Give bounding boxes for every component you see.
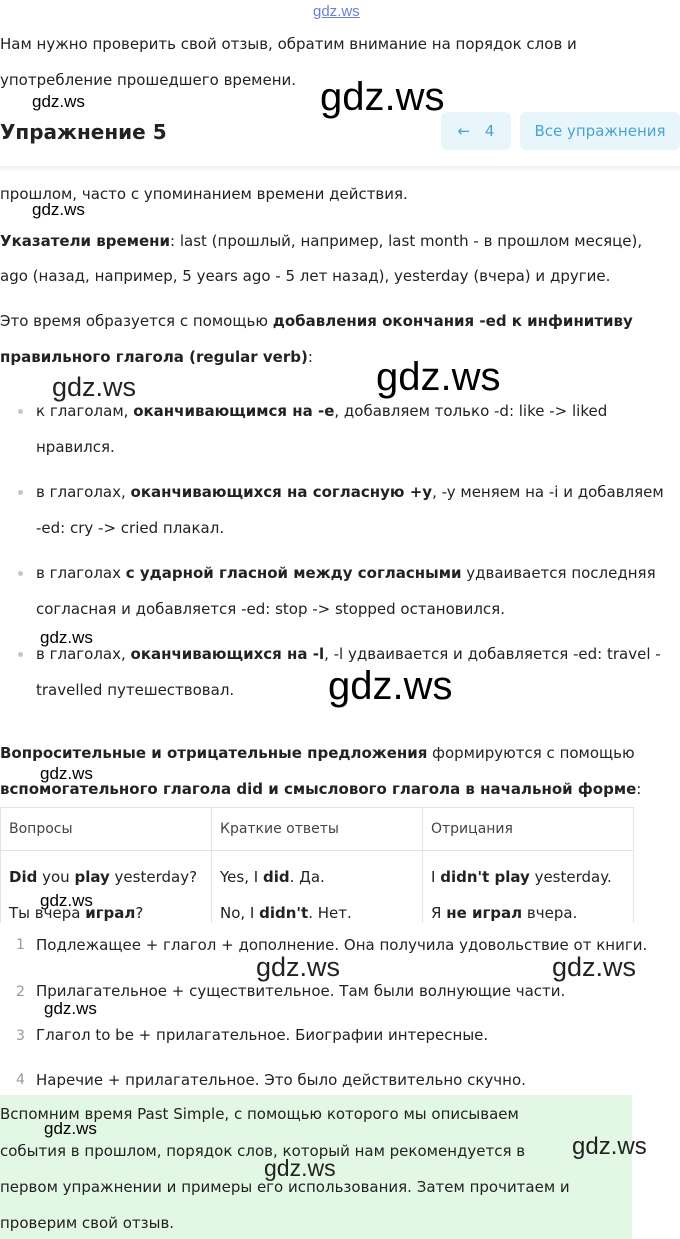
cell-text: . Да. bbox=[289, 868, 325, 886]
cell-text: yesterday? bbox=[109, 868, 198, 886]
rule-bold: оканчивающихся на согласную +y bbox=[130, 483, 433, 501]
bullet-icon bbox=[18, 652, 23, 657]
bullet-icon bbox=[18, 571, 23, 576]
rule-line bbox=[36, 644, 661, 664]
cell-text: you bbox=[37, 868, 75, 886]
cell-text: вчера. bbox=[522, 904, 578, 922]
watermark: gdz.ws bbox=[320, 75, 445, 119]
formation-line-2 bbox=[0, 347, 313, 367]
watermark: gdz.ws bbox=[40, 628, 93, 647]
cell-bold: play bbox=[74, 868, 110, 886]
watermark: gdz.ws bbox=[264, 1155, 336, 1181]
table-cell bbox=[212, 851, 423, 924]
table-cell bbox=[423, 851, 634, 924]
cell-text: Ты вчера bbox=[9, 904, 86, 922]
rule-text: , добавляем только -d: like -> liked bbox=[334, 402, 608, 420]
watermark-top-link[interactable]: gdz.ws bbox=[313, 3, 360, 20]
summary-line: события в прошлом, порядок слов, который нам рекомендуется в bbox=[0, 1142, 526, 1160]
answer-text: Подлежащее + глагол + дополнение. Она получила удовольствие от книги. bbox=[36, 936, 648, 954]
formation-text: Это время образуется с помощью bbox=[0, 312, 273, 330]
rule-line bbox=[36, 563, 656, 583]
rule-text: удваивается последняя bbox=[461, 564, 656, 582]
rule-text: в глаголах bbox=[36, 564, 126, 582]
intro-line-2: употребление прошедшего времени. bbox=[0, 71, 297, 89]
intro-line-1: Нам нужно проверить свой отзыв, обратим внимание на порядок слов и bbox=[0, 35, 577, 53]
rule-bold: оканчивающихся на -l bbox=[130, 645, 325, 663]
watermark: gdz.ws bbox=[52, 372, 137, 402]
table-header: Вопросы bbox=[1, 808, 212, 851]
bullet-icon bbox=[18, 490, 23, 495]
rule-bold: оканчивающимся на -e bbox=[133, 402, 335, 420]
table-cell bbox=[1, 851, 212, 924]
header-shadow bbox=[0, 166, 680, 172]
cell-line-2 bbox=[220, 903, 352, 923]
cell-bold: играл bbox=[85, 904, 136, 922]
table-header: Краткие ответы bbox=[212, 808, 423, 851]
cell-text: No, I bbox=[220, 904, 260, 922]
watermark: gdz.ws bbox=[40, 891, 93, 910]
cell-line-2 bbox=[431, 903, 577, 923]
rule-text: , -y меняем на -i и добавляем bbox=[432, 483, 664, 501]
previous-exercise-number: 4 bbox=[484, 122, 495, 140]
watermark: gdz.ws bbox=[572, 1133, 647, 1160]
rule-line: согласная и добавляется -ed: stop -> stopped остановился. bbox=[36, 600, 505, 618]
formation-bold-2: правильного глагола (regular verb) bbox=[0, 348, 308, 366]
rule-line: нравился. bbox=[36, 438, 115, 456]
table-header-row bbox=[1, 808, 634, 851]
questions-bold-2: вспомогательного глагола did и смыслового глагола в начальной форме bbox=[0, 780, 637, 798]
questions-bold: Вопросительные и отрицательные предложения bbox=[0, 744, 428, 762]
grammar-table-viewport[interactable] bbox=[0, 807, 640, 925]
answer-text: Прилагательное + существительное. Там были волнующие части. bbox=[36, 982, 566, 1000]
rule-text: к глаголам, bbox=[36, 402, 134, 420]
questions-text: формируются с помощью bbox=[427, 744, 635, 762]
summary-line: первом упражнении и примеры его использования. Затем прочитаем и bbox=[0, 1178, 570, 1196]
watermark: gdz.ws bbox=[256, 952, 341, 982]
time-markers-text: : last (прошлый, например, last month - в прошлом месяце), bbox=[170, 232, 643, 250]
rule-line bbox=[36, 482, 664, 502]
rule-line: -ed: cry -> cried плакал. bbox=[36, 519, 225, 537]
answer-number: 4 bbox=[16, 1072, 25, 1088]
watermark: gdz.ws bbox=[552, 952, 637, 982]
table-header: Отрицания bbox=[423, 808, 634, 851]
watermark: gdz.ws bbox=[328, 664, 453, 708]
previous-exercise-button[interactable] bbox=[441, 112, 511, 150]
watermark: gdz.ws bbox=[44, 1119, 97, 1138]
answer-number: 2 bbox=[16, 984, 25, 1000]
rule-text: , -l удваивается и добавляется -ed: travel - bbox=[324, 645, 661, 663]
all-exercises-button[interactable]: Все упражнения bbox=[520, 112, 680, 150]
watermark: gdz.ws bbox=[44, 999, 97, 1018]
time-markers-line-1 bbox=[0, 231, 642, 251]
answers-list bbox=[0, 925, 680, 1095]
rule-line: travelled путешествовал. bbox=[36, 681, 235, 699]
cell-bold: did bbox=[262, 868, 290, 886]
watermark: gdz.ws bbox=[32, 92, 85, 111]
rule-line bbox=[36, 401, 607, 421]
cell-text: Я bbox=[431, 904, 447, 922]
bullet-icon bbox=[18, 409, 23, 414]
answer-number: 3 bbox=[16, 1028, 25, 1044]
formation-colon: : bbox=[307, 348, 313, 366]
summary-line: Вспомним время Past Simple, с помощью которого мы описываем bbox=[0, 1105, 519, 1123]
questions-colon: : bbox=[636, 780, 642, 798]
grammar-table bbox=[0, 807, 634, 923]
arrow-left-icon: ← bbox=[457, 122, 471, 140]
time-markers-bold: Указатели времени bbox=[0, 232, 171, 250]
cell-bold: не играл bbox=[446, 904, 523, 922]
rule-text: в глаголах, bbox=[36, 483, 131, 501]
cell-bold: Did bbox=[9, 868, 38, 886]
cell-text: Yes, I bbox=[220, 868, 263, 886]
formation-bold: добавления окончания -ed к инфинитиву bbox=[272, 312, 633, 330]
cell-text: . Нет. bbox=[308, 904, 352, 922]
table-row bbox=[1, 851, 634, 924]
watermark: gdz.ws bbox=[40, 764, 93, 783]
time-markers-line-2: ago (назад, например, 5 years ago - 5 лет назад), yesterday (вчера) и другие. bbox=[0, 267, 611, 285]
summary-line: проверим свой отзыв. bbox=[0, 1214, 175, 1232]
theory-paragraph: прошлом, часто с упоминанием времени действия. bbox=[0, 185, 408, 203]
rule-text: в глаголах, bbox=[36, 645, 131, 663]
cell-bold: didn't bbox=[259, 904, 309, 922]
watermark: gdz.ws bbox=[376, 355, 501, 399]
cell-text: ? bbox=[135, 904, 144, 922]
cell-text: yesterday. bbox=[529, 868, 612, 886]
exercise-title: Упражнение 5 bbox=[0, 120, 167, 144]
questions-line-1 bbox=[0, 743, 635, 763]
rule-bold: с ударной гласной между согласными bbox=[125, 564, 462, 582]
cell-text: I bbox=[431, 868, 441, 886]
answer-number: 1 bbox=[16, 937, 25, 953]
answer-text: Наречие + прилагательное. Это было действительно скучно. bbox=[36, 1071, 526, 1089]
formation-line-1 bbox=[0, 311, 633, 331]
watermark: gdz.ws bbox=[32, 200, 85, 219]
cell-bold: didn't play bbox=[440, 868, 530, 886]
answer-text: Глагол to be + прилагательное. Биографии интересные. bbox=[36, 1026, 489, 1044]
questions-line-2 bbox=[0, 779, 641, 799]
